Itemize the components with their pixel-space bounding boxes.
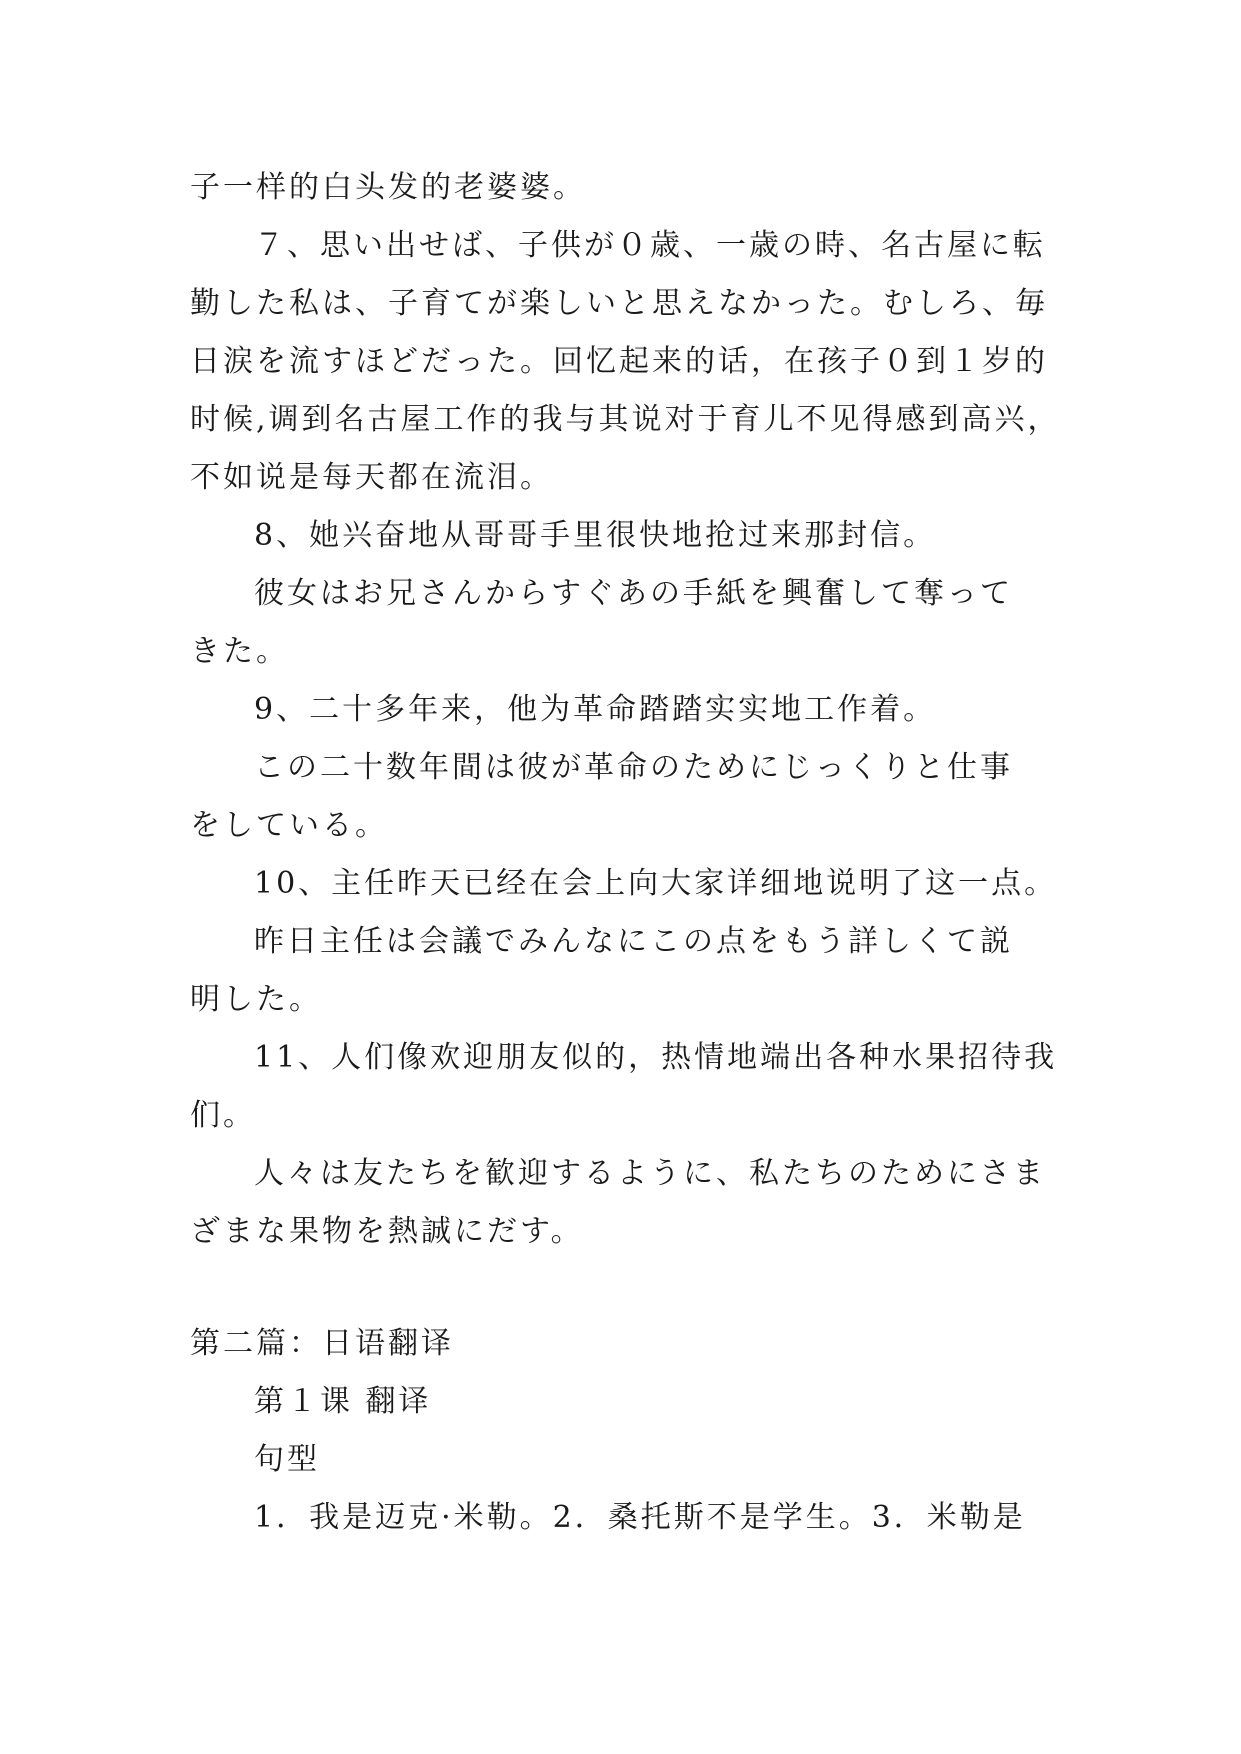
text-line-23: 1．我是迈克·米勒。2．桑托斯不是学生。3．米勒是 <box>254 1500 1026 1535</box>
text-line-4: 日涙を流すほどだった。回忆起来的话，在孩子０到１岁的 <box>190 344 1048 379</box>
section-heading: 第二篇：日语翻译 <box>190 1326 454 1361</box>
text-line-14: 昨日主任は会議でみんなにこの点をもう詳しくて説 <box>254 924 1013 959</box>
text-line-12: をしている。 <box>190 808 388 843</box>
text-line-9: きた。 <box>190 634 289 669</box>
text-line-18: 人々は友たちを歓迎するように、私たちのためにさま <box>254 1156 1046 1191</box>
text-line-15: 明した。 <box>190 982 322 1017</box>
text-line-17: 们。 <box>190 1098 256 1133</box>
text-line-10: 9、二十多年来，他为革命踏踏实实地工作着。 <box>254 692 937 727</box>
lesson-title: 第１课 翻译 <box>254 1384 432 1419</box>
text-line-2: ７、思い出せば、子供が０歳、一歳の時、名古屋に転 <box>254 228 1046 263</box>
text-line-3: 勤した私は、子育てが楽しいと思えなかった。むしろ、毎 <box>190 286 1048 321</box>
text-line-16: 11、人们像欢迎朋友似的，热情地端出各种水果招待我 <box>254 1040 1058 1075</box>
text-line-7: 8、她兴奋地从哥哥手里很快地抢过来那封信。 <box>254 518 937 553</box>
text-line-1: 子一样的白头发的老婆婆。 <box>190 170 586 205</box>
text-line-8: 彼女はお兄さんからすぐあの手紙を興奮して奪って <box>254 576 1013 611</box>
subheading-sentence-patterns: 句型 <box>254 1442 320 1477</box>
text-line-19: ざまな果物を熱誠にだす。 <box>190 1214 584 1249</box>
text-line-5: 时候,调到名古屋工作的我与其说对于育儿不见得感到高兴， <box>190 402 1061 437</box>
text-line-11: この二十数年間は彼が革命のためにじっくりと仕事 <box>254 750 1013 785</box>
text-line-13: 10、主任昨天已经在会上向大家详细地说明了这一点。 <box>254 866 1058 901</box>
text-line-6: 不如说是每天都在流泪。 <box>190 460 553 495</box>
